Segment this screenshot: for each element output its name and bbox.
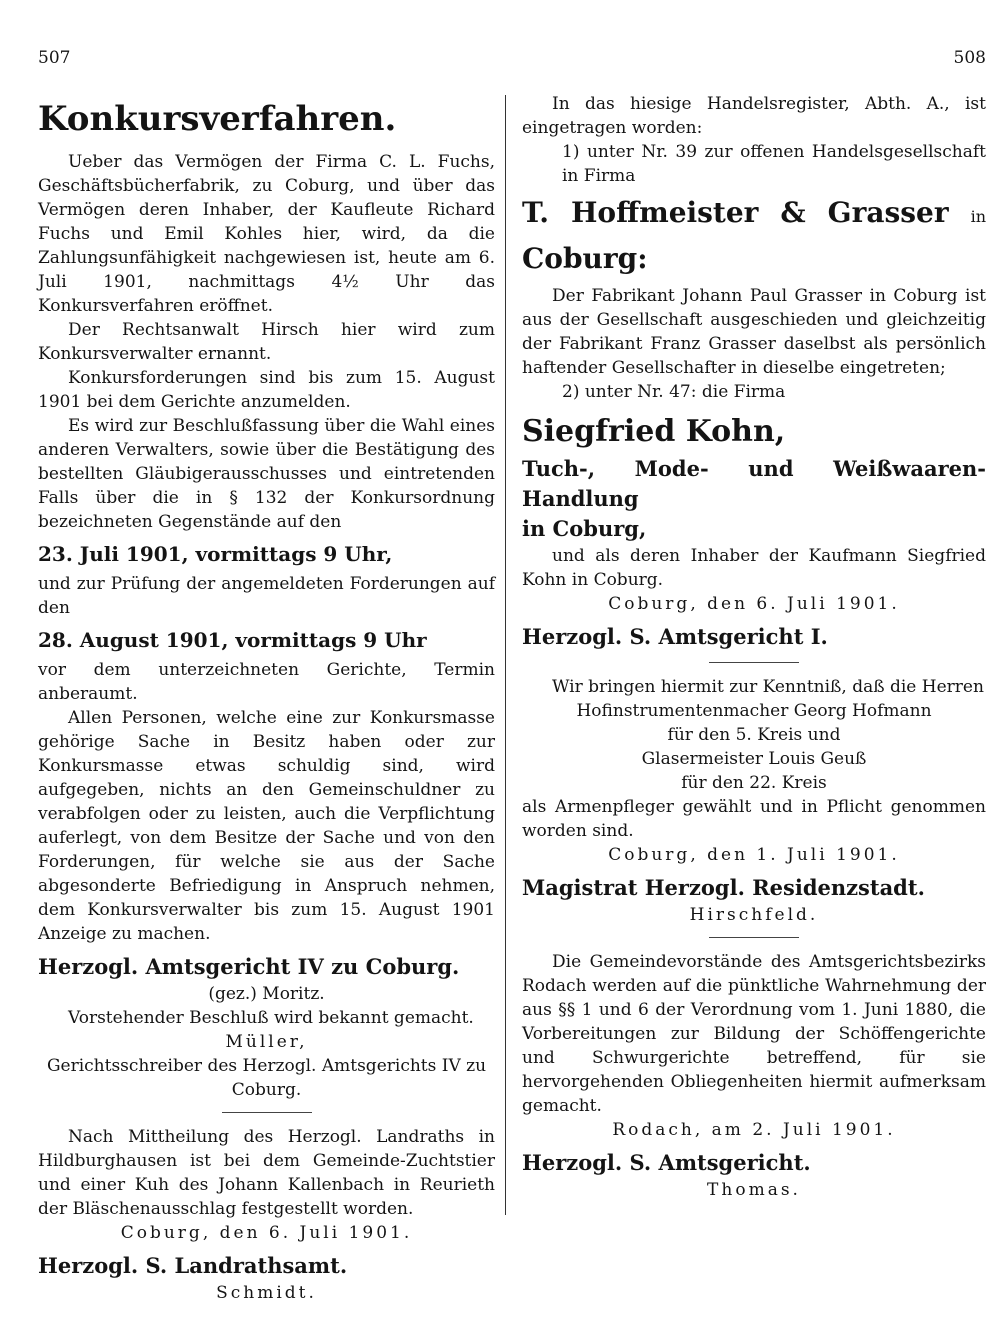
person-district: für den 5. Kreis und <box>667 725 841 745</box>
left-column <box>38 92 495 1305</box>
notice-paragraph: als Armenpfleger gewählt und in Pflicht genommen worden sind. <box>522 797 986 841</box>
place-date: Rodach, am 2. Juli 1901. <box>612 1120 896 1140</box>
notice-paragraph: Wir bringen hiermit zur Kenntniß, daß die Herren <box>552 677 984 697</box>
clerk-name: Müller, <box>225 1032 308 1052</box>
place-date: Coburg, den 6. Juli 1901. <box>120 1223 413 1243</box>
notice-paragraph: Ueber das Vermögen der Firma C. L. Fuchs, Geschäftsbücherfabrik, zu Coburg, und über das Vermögen deren Inhaber, der Kaufleute Richard Fuchs und Emil Kohles hier, wird, da die Zahlungsunfähigkeit nachgewiesen ist, heute am 6. Juli 1901, nachmittags 4½ Uhr das Konkursverfahren eröffnet. <box>38 152 495 316</box>
company-business: Tuch-, Mode- und Weißwaaren-Handlung <box>522 456 986 511</box>
office-name: Magistrat Herzogl. Residenzstadt. <box>522 875 925 900</box>
office-name: Herzogl. S. Landrathsamt. <box>38 1253 348 1278</box>
notice-paragraph: vor dem unterzeichneten Gerichte, Termin anberaumt. <box>38 660 495 704</box>
court-name: Herzogl. S. Amtsgericht. <box>522 1150 811 1175</box>
person-entry: Hofinstrumentenmacher Georg Hofmann <box>576 701 932 721</box>
notice-paragraph: Die Gemeindevorstände des Amtsgerichtsbezirks Rodach werden auf die pünktliche Wahrnehmung der aus §§ 1 und 6 der Verordnung vom 1. Juni 1880, die Vorbereitungen zur Bildung der Schöffengerichte und Schwurgerichte betreffend, für sie hervorgehenden Obliegenheiten hiermit aufmerksam gemacht. <box>522 952 986 1116</box>
page-number-right: 508 <box>953 48 986 68</box>
signature: (gez.) Moritz. <box>208 984 325 1004</box>
company-name: Siegfried Kohn, <box>522 414 786 449</box>
court-name: Herzogl. S. Amtsgericht I. <box>522 624 828 649</box>
notice-paragraph: Allen Personen, welche eine zur Konkursmasse gehörige Sache in Besitz haben oder zur Konkursmasse etwas schuldig sind, wird aufgegeben, nichts an den Gemeinschuldner zu verabfolgen oder zu leisten, auch die Verpflichtung auferlegt, von dem Besitze der Sache und von den Forderungen, für welche sie aus der Sache abgesonderte Befriedigung in Anspruch nehmen, dem Konkursverwalter bis zum 15. August 1901 Anzeige zu machen. <box>38 708 495 944</box>
place-date: Coburg, den 1. Juli 1901. <box>608 845 900 865</box>
court-name: Herzogl. Amtsgericht IV zu Coburg. <box>38 954 460 979</box>
signature: Hirschfeld. <box>689 905 819 925</box>
notice-paragraph: Es wird zur Beschlußfassung über die Wahl eines anderen Verwalters, sowie über die Bestätigung des bestellten Gläubigerausschusses und eintretenden Falls über die in § 132 der Konkursordnung bezeichneten Gegenstände auf den <box>38 416 495 532</box>
separator-line <box>709 662 799 663</box>
firm-name <box>522 192 986 280</box>
register-entry: 1) unter Nr. 39 zur offenen Handelsgesellschaft in Firma <box>562 142 986 186</box>
notice-paragraph: und zur Prüfung der angemeldeten Forderungen auf den <box>38 574 495 618</box>
separator-line <box>709 937 799 938</box>
section-heading: Konkursverfahren. <box>38 99 397 139</box>
notice-paragraph: Der Fabrikant Johann Paul Grasser in Coburg ist aus der Gesellschaft ausgeschieden und gleichzeitig der Fabrikant Franz Grasser daselbst als persönlich haftender Gesellschafter in dieselbe eingetreten; <box>522 286 986 378</box>
person-district: für den 22. Kreis <box>681 773 827 793</box>
notice-paragraph: Vorstehender Beschluß wird bekannt gemacht. <box>68 1008 474 1028</box>
place-date: Coburg, den 6. Juli 1901. <box>608 594 900 614</box>
notice-paragraph: Nach Mittheilung des Herzogl. Landraths in Hildburghausen ist bei dem Gemeinde-Zuchtstier und einer Kuh des Johann Kallenbach in Reurieth der Bläschenausschlag festgestellt worden. <box>38 1127 495 1219</box>
column-divider <box>505 95 506 1215</box>
notice-paragraph: In das hiesige Handelsregister, Abth. A., ist eingetragen worden: <box>522 94 986 138</box>
right-column <box>522 92 986 1202</box>
clerk-title: Gerichtsschreiber des Herzogl. Amtsgerichts IV zu Coburg. <box>46 1056 487 1100</box>
register-entry: 2) unter Nr. 47: die Firma <box>562 382 786 402</box>
firm-city: Coburg: <box>522 242 648 275</box>
notice-paragraph: und als deren Inhaber der Kaufmann Siegfried Kohn in Coburg. <box>522 546 986 590</box>
firm-title: T. Hoffmeister & Grasser <box>522 196 949 229</box>
company-city: in Coburg, <box>522 516 647 541</box>
person-entry: Glasermeister Louis Geuß <box>641 749 867 769</box>
notice-paragraph: Konkursforderungen sind bis zum 15. August 1901 bei dem Gerichte anzumelden. <box>38 368 495 412</box>
hearing-date: 23. Juli 1901, vormittags 9 Uhr, <box>38 542 393 566</box>
notice-paragraph: Der Rechtsanwalt Hirsch hier wird zum Konkursverwalter ernannt. <box>38 320 495 364</box>
signature: Thomas. <box>707 1180 801 1200</box>
page-number-left: 507 <box>38 48 71 68</box>
signature: Schmidt. <box>216 1283 317 1303</box>
in-word: in <box>970 207 987 226</box>
separator-line <box>222 1112 312 1113</box>
hearing-date: 28. August 1901, vormittags 9 Uhr <box>38 628 427 652</box>
